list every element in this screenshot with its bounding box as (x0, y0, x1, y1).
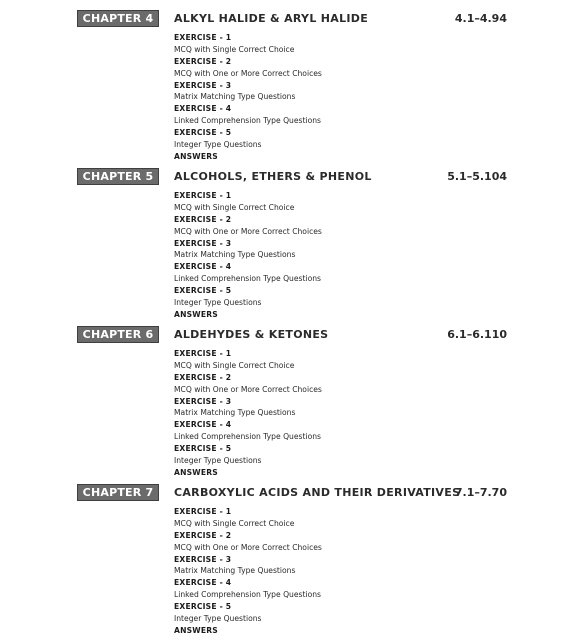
answers-heading: ANSWERS (174, 151, 218, 161)
exercise-description: MCQ with One or More Correct Choices (174, 384, 322, 394)
exercise-heading: EXERCISE - 3 (174, 80, 232, 90)
exercise-description: MCQ with Single Correct Choice (174, 518, 295, 528)
chapter-badge: CHAPTER 5 (77, 168, 159, 185)
chapter-page-range: 4.1–4.94 (454, 12, 507, 25)
exercise-description: Matrix Matching Type Questions (174, 566, 296, 576)
exercise-description: MCQ with Single Correct Choice (174, 360, 295, 370)
chapter-contents-list (174, 506, 322, 637)
exercise-heading: EXERCISE - 5 (174, 286, 232, 296)
exercise-description: MCQ with One or More Correct Choices (174, 542, 322, 552)
exercise-heading: EXERCISE - 1 (174, 33, 232, 42)
exercise-description: MCQ with Single Correct Choice (174, 202, 295, 212)
exercise-description: MCQ with One or More Correct Choices (174, 68, 322, 78)
exercise-description: Matrix Matching Type Questions (174, 250, 296, 260)
exercise-description: Matrix Matching Type Questions (174, 408, 296, 418)
exercise-heading: EXERCISE - 5 (174, 602, 232, 612)
chapter-title: ALKYL HALIDE & ARYL HALIDE (174, 12, 369, 25)
exercise-description: Linked Comprehension Type Questions (174, 274, 321, 284)
chapter-contents-list (174, 190, 322, 321)
exercise-description: Linked Comprehension Type Questions (174, 432, 321, 442)
answers-heading: ANSWERS (174, 625, 218, 635)
exercise-heading: EXERCISE - 3 (174, 554, 232, 564)
chapter-badge: CHAPTER 4 (77, 10, 159, 27)
exercise-description: Integer Type Questions (174, 298, 262, 308)
chapter-page-range: 5.1–5.104 (447, 170, 507, 183)
exercise-heading: EXERCISE - 1 (174, 349, 232, 358)
exercise-description: Matrix Matching Type Questions (174, 92, 296, 102)
chapter-page-range: 6.1–6.110 (447, 328, 507, 341)
exercise-heading: EXERCISE - 2 (174, 372, 232, 382)
exercise-heading: EXERCISE - 3 (174, 396, 232, 406)
chapter-badge: CHAPTER 7 (77, 484, 159, 501)
chapter-contents-list (174, 32, 322, 163)
exercise-description: MCQ with Single Correct Choice (174, 44, 295, 54)
exercise-description: Integer Type Questions (174, 614, 262, 624)
exercise-heading: EXERCISE - 3 (174, 238, 232, 248)
chapter-title: CARBOXYLIC ACIDS AND THEIR DERIVATIVES (174, 486, 461, 499)
chapter-title: ALDEHYDES & KETONES (174, 328, 329, 341)
chapter-contents-list (174, 348, 322, 479)
exercise-description: Integer Type Questions (174, 456, 262, 466)
exercise-description: MCQ with One or More Correct Choices (174, 226, 322, 236)
exercise-heading: EXERCISE - 4 (174, 262, 232, 272)
exercise-heading: EXERCISE - 4 (174, 578, 232, 588)
exercise-heading: EXERCISE - 2 (174, 530, 232, 540)
answers-heading: ANSWERS (174, 309, 218, 319)
exercise-description: Linked Comprehension Type Questions (174, 116, 321, 126)
chapter-badge: CHAPTER 6 (77, 326, 159, 343)
chapter-page-range: 7.1–7.70 (454, 486, 507, 499)
exercise-heading: EXERCISE - 5 (174, 128, 232, 138)
chapter-title: ALCOHOLS, ETHERS & PHENOL (174, 170, 372, 183)
exercise-heading: EXERCISE - 2 (174, 214, 232, 224)
exercise-heading: EXERCISE - 1 (174, 507, 232, 516)
exercise-description: Integer Type Questions (174, 140, 262, 150)
exercise-heading: EXERCISE - 4 (174, 104, 232, 114)
answers-heading: ANSWERS (174, 467, 218, 477)
exercise-heading: EXERCISE - 5 (174, 444, 232, 454)
exercise-description: Linked Comprehension Type Questions (174, 590, 321, 600)
exercise-heading: EXERCISE - 1 (174, 191, 232, 200)
exercise-heading: EXERCISE - 2 (174, 56, 232, 66)
exercise-heading: EXERCISE - 4 (174, 420, 232, 430)
